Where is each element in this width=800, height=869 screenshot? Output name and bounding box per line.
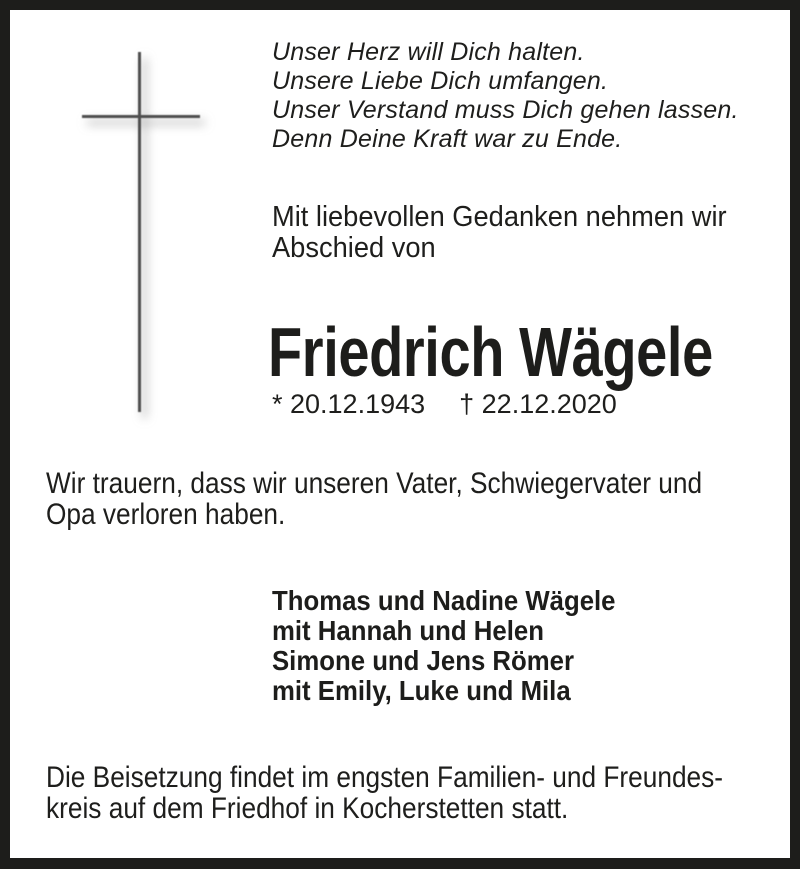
cross-vertical-bar <box>138 52 141 412</box>
death-date: † 22.12.2020 <box>459 389 617 419</box>
funeral-line: Die Beisetzung findet im engsten Familien- und Freundes- <box>46 761 724 794</box>
verse-line: Denn Deine Kraft war zu Ende. <box>272 125 623 153</box>
family-line: mit Hannah und Helen <box>272 615 544 646</box>
funeral-info <box>46 762 723 824</box>
verse-line: Unser Herz will Dich halten. <box>272 38 585 66</box>
farewell-line: Abschied von <box>272 232 436 264</box>
life-dates <box>272 388 617 420</box>
funeral-line: kreis auf dem Friedhof in Kocherstetten statt. <box>46 792 569 825</box>
family-line: mit Emily, Luke und Mila <box>272 675 571 706</box>
deceased-name: Friedrich Wägele <box>268 313 713 391</box>
birth-date: * 20.12.1943 <box>272 389 426 419</box>
family-names <box>272 586 616 706</box>
mourning-text <box>46 468 702 530</box>
farewell-text <box>272 202 727 264</box>
mourning-line: Wir trauern, dass wir unseren Vater, Schwiegervater und <box>46 467 703 500</box>
latin-cross-icon <box>10 10 270 440</box>
mourning-line: Opa verloren haben. <box>46 498 286 531</box>
cross-horizontal-bar <box>82 115 200 118</box>
family-line: Simone und Jens Römer <box>272 645 575 676</box>
memorial-verse <box>272 38 739 154</box>
family-line: Thomas und Nadine Wägele <box>272 585 616 616</box>
verse-line: Unsere Liebe Dich umfangen. <box>272 67 609 95</box>
verse-line: Unser Verstand muss Dich gehen lassen. <box>272 96 739 124</box>
farewell-line: Mit liebevollen Gedanken nehmen wir <box>272 201 727 233</box>
